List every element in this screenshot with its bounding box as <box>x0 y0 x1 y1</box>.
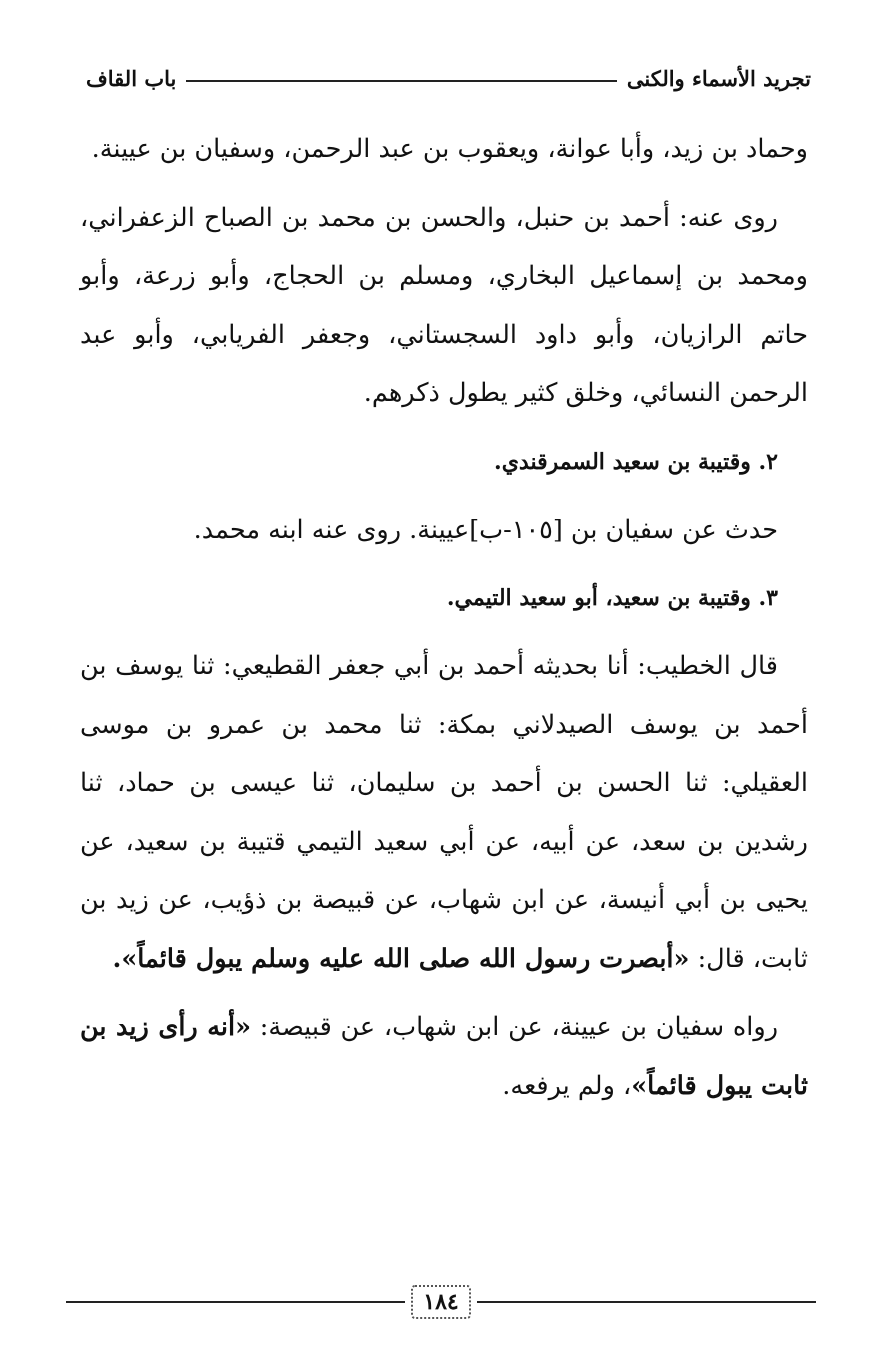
page-number: ١٨٤ <box>411 1285 470 1319</box>
page-body <box>80 120 808 1125</box>
chapter-title: باب القاف <box>86 65 177 91</box>
entry-heading-3: ٣. وقتيبة بن سعيد، أبو سعيد التيمي. <box>446 585 778 611</box>
narration-text: رواه سفيان بن عيينة، عن ابن شهاب، عن قبيصة: <box>251 1012 779 1042</box>
footer-rule-right <box>477 1301 816 1303</box>
hadith-chain-text: قال الخطيب: أنا بحديثه أحمد بن أبي جعفر القطيعي: ثنا يوسف بن أحمد بن يوسف الصيدلاني بمكة: ثنا محمد بن عمرو بن موسى العقيلي: ثنا الحسن بن أحمد بن سليمان، ثنا عيسى بن حماد، ثنا رشدين بن سعد، عن أبيه، عن أبي سعيد التيمي قتيبة بن سعيد، عن يحيى بن أبي أنيسة، عن ابن شهاب، عن قبيصة بن ذؤيب، عن زيد بن ثابت، قال: <box>80 651 808 974</box>
running-header <box>86 58 811 98</box>
page-footer <box>66 1282 816 1322</box>
hadith-quote: «أبصرت رسول الله صلى الله عليه وسلم يبول قائماً». <box>112 943 690 974</box>
narration-end: ، ولم يرفعه. <box>502 1070 632 1101</box>
paragraph-students: روى عنه: أحمد بن حنبل، والحسن بن محمد بن الصباح الزعفراني، ومحمد بن إسماعيل البخاري، ومسلم بن الحجاج، وأبو زرعة، وأبو حاتم الرازيان، وأبو داود السجستاني، وجعفر الفريابي، وأبو عبد الرحمن النسائي، وخلق كثير يطول ذكرهم. <box>80 202 808 408</box>
paragraph-entry-2: حدث عن سفيان بن [١٠٥-ب]عيينة. روى عنه ابنه محمد. <box>193 514 778 545</box>
book-title: تجريد الأسماء والكنى <box>626 65 811 91</box>
header-rule <box>186 80 617 82</box>
paragraph-teachers: وحماد بن زيد، وأبا عوانة، ويعقوب بن عبد الرحمن، وسفيان بن عيينة. <box>91 134 808 164</box>
paragraph-hadith-chain <box>80 637 808 988</box>
entry-heading-2: ٢. وقتيبة بن سعيد السمرقندي. <box>494 448 778 475</box>
paragraph-narration <box>80 998 808 1115</box>
footer-rule-left <box>66 1301 405 1303</box>
narration-quote: «أنه رأى زيد بن ثابت يبول قائماً» <box>80 1012 808 1101</box>
